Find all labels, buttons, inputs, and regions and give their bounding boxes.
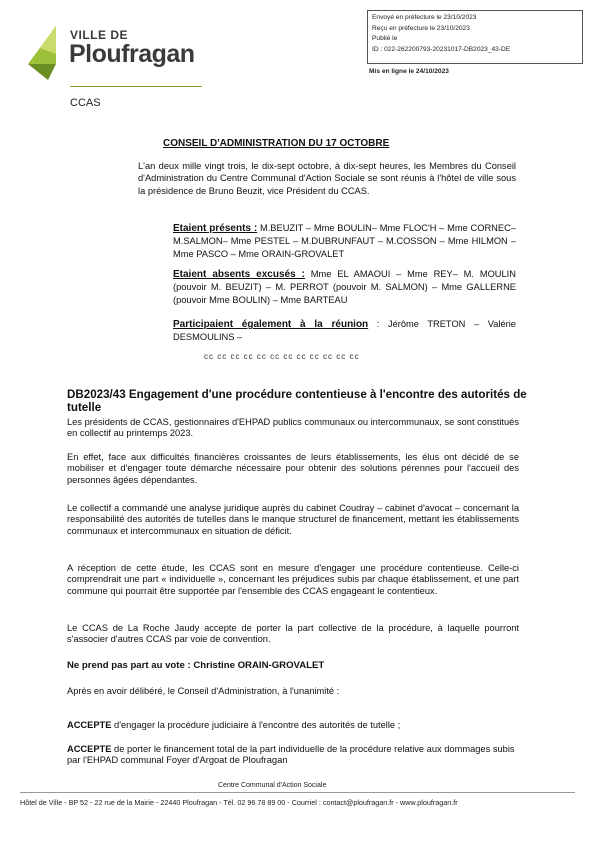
online-date: Mis en ligne le 24/10/2023 <box>369 68 449 75</box>
stamp-received: Reçu en préfecture le 23/10/2023 <box>372 24 470 32</box>
ccas-label: CCAS <box>70 97 101 109</box>
no-vote-statement: Ne prend pas part au vote : Christine ORAIN-GROVALET <box>67 660 325 671</box>
participants-label: Participaient également à la réunion <box>173 319 369 330</box>
participants-list: : Jérôme TRETON – Valérie DESMOULINS – <box>173 319 516 343</box>
deliberation-statement: Après en avoir délibéré, le Conseil d'Administration, à l'unanimité : <box>67 686 340 696</box>
decision-2-text: de porter le financement total de la part individuelle de la procédure relative aux dommages subis par l'EHPAD communal Foyer d'Argoat de Ploufragan <box>67 744 515 766</box>
absent-label: Etaient absents excusés : <box>173 269 305 280</box>
footer-divider <box>20 792 575 793</box>
stamp-published: Publié le <box>372 35 398 42</box>
logo-city-name: Ploufragan <box>69 40 195 68</box>
logo-ville-de: VILLE DE <box>70 28 129 42</box>
intro-paragraph: L'an deux mille vingt trois, le dix-sept octobre, à dix-sept heures, les Membres du Conseil d'Administration du Centre Communal d'Action Sociale se sont réunis à l'hôtel de ville sous la présidence de Bruno Beuzit, vice Président du CCAS. <box>138 161 516 196</box>
present-list: M.BEUZIT – Mme BOULIN– Mme FLOC'H – Mme CORNEC– M.SALMON– Mme PESTEL – M.DUBRUNFAUT – M.COSSON – Mme HILMON – Mme PASCO – Mme ORAIN-GROVALET <box>173 223 516 259</box>
participants <box>173 318 516 344</box>
footer-organization: Centre Communal d'Action Sociale <box>218 782 327 789</box>
decision-1-text: d'engager la procédure judiciaire à l'encontre des autorités de tutelle ; <box>111 720 401 730</box>
prefecture-stamp <box>367 10 583 64</box>
paragraph-2: En effet, face aux difficultés financières croissantes de leurs établissements, les élus ont décidé de se mobiliser et d'engager toute démarche nécessaire pour obtenir des solutions pérennes pour l'accueil des personnes âgées dépendantes. <box>67 452 519 485</box>
separator-line: cc cc cc cc cc cc cc cc cc cc cc cc <box>204 352 360 361</box>
decision-1 <box>67 720 519 731</box>
logo-leaf-icon <box>26 24 66 82</box>
footer-address: Hôtel de Ville - BP 52 - 22 rue de la Mairie - 22440 Ploufragan - Tél. 02 96 78 89 00 - Courriel : contact@ploufragan.fr - www.ploufragan.fr <box>20 798 458 807</box>
paragraph-4: A réception de cette étude, les CCAS sont en mesure d'engager une procédure contentieuse. Celle-ci comprendrait une part « individuelle », concernant les préjudices subis par chaque établissement, et une part commune qui pourrait être supportée par l'ensemble des CCAS engageant le contentieux. <box>67 563 519 596</box>
accept-keyword: ACCEPTE <box>67 720 112 730</box>
document-title: CONSEIL D'ADMINISTRATION DU 17 OCTOBRE <box>163 138 390 149</box>
decision-2 <box>67 744 519 767</box>
accept-keyword: ACCEPTE <box>67 744 112 754</box>
stamp-sent: Envoyé en préfecture le 23/10/2023 <box>372 14 477 21</box>
absent-list: Mme EL AMAOUI – Mme REY– M. MOULIN (pouvoir M. BEUZIT) – M. PERROT (pouvoir M. SALMON) – Mme GALLERNE (pouvoir Mme BOULIN) – Mme BARTEAU <box>173 269 516 305</box>
deliberation-title: DB2023/43 Engagement d'une procédure contentieuse à l'encontre des autorités de tutelle <box>67 388 527 414</box>
ploufragan-logo <box>26 24 206 84</box>
present-label: Etaient présents : <box>173 223 258 234</box>
present-members <box>173 222 516 260</box>
paragraph-5: Le CCAS de La Roche Jaudy accepte de porter la part collective de la procédure, à laquelle pourront s'associer d'autres CCAS par voie de convention. <box>67 623 519 645</box>
paragraph-1: Les présidents de CCAS, gestionnaires d'EHPAD publics communaux ou intercommunaux, se sont constitués en collectif au printemps 2023. <box>67 417 519 439</box>
absent-members <box>173 268 516 306</box>
logo-divider <box>70 86 202 87</box>
paragraph-3: Le collectif a commandé une analyse juridique auprès du cabinet Coudray – cabinet d'avocat – concernant la responsabilité des autorités de tutelles dans le manque structurel de financement, mettant les établissements communaux et intercommunaux en situation de déficit. <box>67 503 519 536</box>
stamp-id: ID : 022-262200793-20231017-DB2023_43-DE <box>372 45 511 53</box>
